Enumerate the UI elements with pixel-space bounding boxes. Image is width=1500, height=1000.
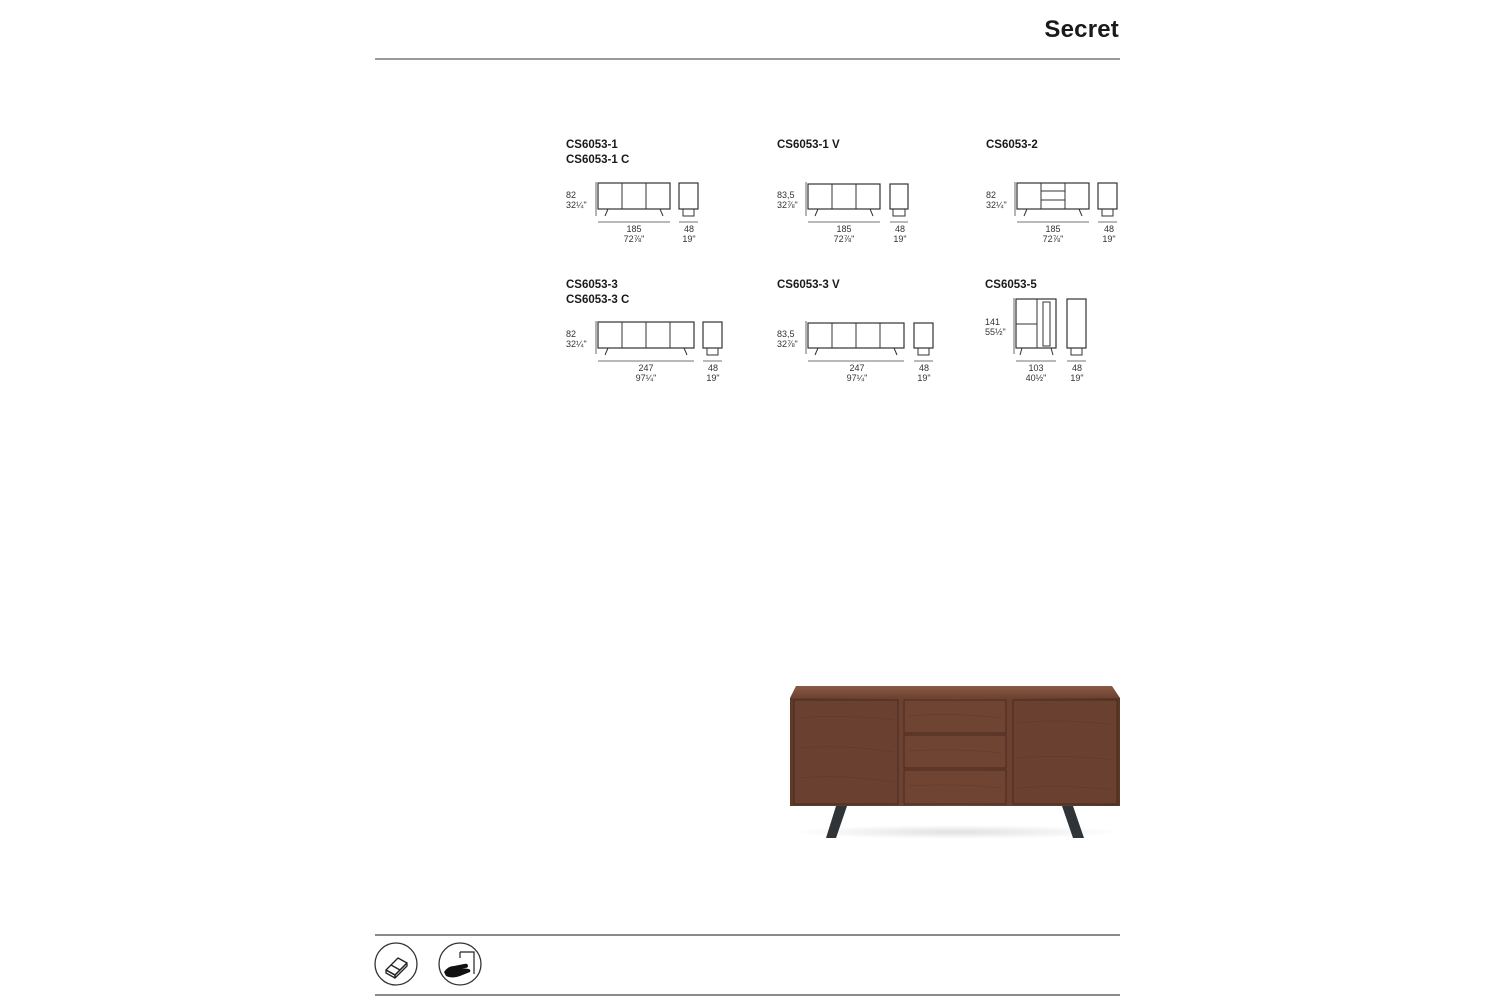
product-code: CS6053-3 CS6053-3 C xyxy=(566,279,630,306)
header-divider xyxy=(375,58,1120,60)
footer-divider-bottom xyxy=(375,994,1120,996)
product-code: CS6053-1 V xyxy=(777,139,840,151)
product-code: CS6053-5 xyxy=(985,279,1037,291)
page-title: Secret xyxy=(1044,16,1119,43)
hand-touch-icon xyxy=(438,942,482,986)
product-code: CS6053-2 xyxy=(986,139,1038,151)
eraser-icon xyxy=(374,942,418,986)
product-code: CS6053-1 CS6053-1 C xyxy=(566,139,630,166)
sideboard-product-photo xyxy=(784,678,1129,846)
footer-divider-top xyxy=(375,934,1120,936)
product-code: CS6053-3 V xyxy=(777,279,840,291)
